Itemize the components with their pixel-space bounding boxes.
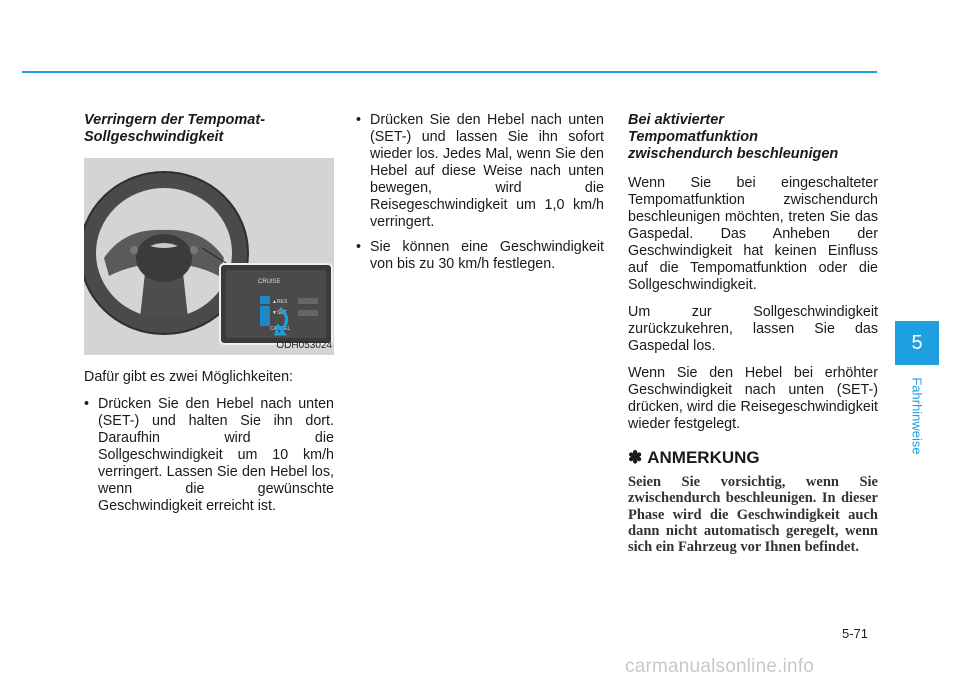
heading-line-2: Tempomatfunktion — [628, 129, 758, 145]
section-heading — [628, 112, 878, 163]
column-2 — [356, 112, 604, 281]
list-item — [356, 239, 604, 273]
paragraph: Wenn Sie bei eingeschalteter Tempomatfunktion zwischendurch beschleunigen möchten, treten Sie das Gaspedal. Das Anheben der Geschwindigkeit hat keinen Einfluss auf die Tempomatfunktion oder die Sollgeschwindigkeit. — [628, 175, 878, 293]
heading-line-2: Sollgeschwindigkeit — [84, 129, 224, 145]
set-label: ▼SET — [272, 310, 287, 316]
res-label: ▲RES — [272, 299, 288, 305]
note-icon: ✽ — [628, 448, 643, 467]
section-heading — [84, 112, 334, 146]
cancel-label: CANCEL — [270, 326, 291, 332]
intro-text: Dafür gibt es zwei Möglichkeiten: — [84, 369, 293, 385]
figure-caption: ODH053024 — [276, 340, 332, 351]
heading-line-1: Verringern der Tempomat- — [84, 112, 266, 128]
heading-line-1: Bei aktivierter — [628, 112, 724, 128]
paragraph: Wenn Sie den Hebel bei erhöhter Geschwindigkeit nach unten (SET-) drücken, wird die Reisegeschwindigkeit wieder festgelegt. — [628, 365, 878, 432]
page-number: 5-71 — [842, 626, 869, 641]
steering-wheel-illustration — [84, 158, 334, 355]
watermark: carmanualsonline.info — [625, 656, 815, 677]
bullet-dot: • — [356, 112, 362, 128]
list-item — [356, 112, 604, 231]
chapter-label-text: Fahrhinweise — [909, 377, 925, 455]
note-title: ANMERKUNG — [647, 448, 760, 467]
column-3 — [628, 112, 878, 555]
steering-wheel-figure — [84, 158, 334, 355]
list-item — [84, 396, 334, 515]
bullet-text: Drücken Sie den Hebel nach unten (SET-) und halten Sie ihn dort. Daraufhin wird die Sollgeschwindigkeit um 10 km/h verringert. Lassen Sie den Hebel los, wenn die gewünschte Geschwindigkeit erreicht ist. — [98, 396, 334, 514]
bullet-text: Drücken Sie den Hebel nach unten (SET-) und lassen Sie ihn sofort wieder los. Jedes Mal, wenn Sie den Hebel auf diese Weise nach unten bewegen, wird die Reisegeschwindigkeit um 1,0 km/h verringert. — [370, 112, 604, 230]
column-1 — [84, 112, 334, 523]
chapter-label — [897, 370, 937, 460]
header-rule — [22, 71, 877, 73]
heading-line-3: zwischendurch beschleunigen — [628, 146, 839, 162]
note-heading — [628, 449, 878, 466]
chapter-tab: 5 — [895, 321, 939, 365]
bullet-dot: • — [84, 396, 90, 412]
paragraph: Um zur Sollgeschwindigkeit zurückzukehren, lassen Sie das Gaspedal los. — [628, 304, 878, 354]
bullet-dot: • — [356, 239, 362, 255]
cruise-label: CRUISE — [258, 279, 281, 285]
note-text: Seien Sie vorsichtig, wenn Sie zwischendurch beschleunigen. In dieser Phase wird die Geschwindigkeit auch dann nicht automatisch geregelt, wenn sich ein Fahrzeug vor Ihnen befindet. — [628, 474, 878, 556]
bullet-text: Sie können eine Geschwindigkeit von bis zu 30 km/h festlegen. — [370, 239, 604, 272]
